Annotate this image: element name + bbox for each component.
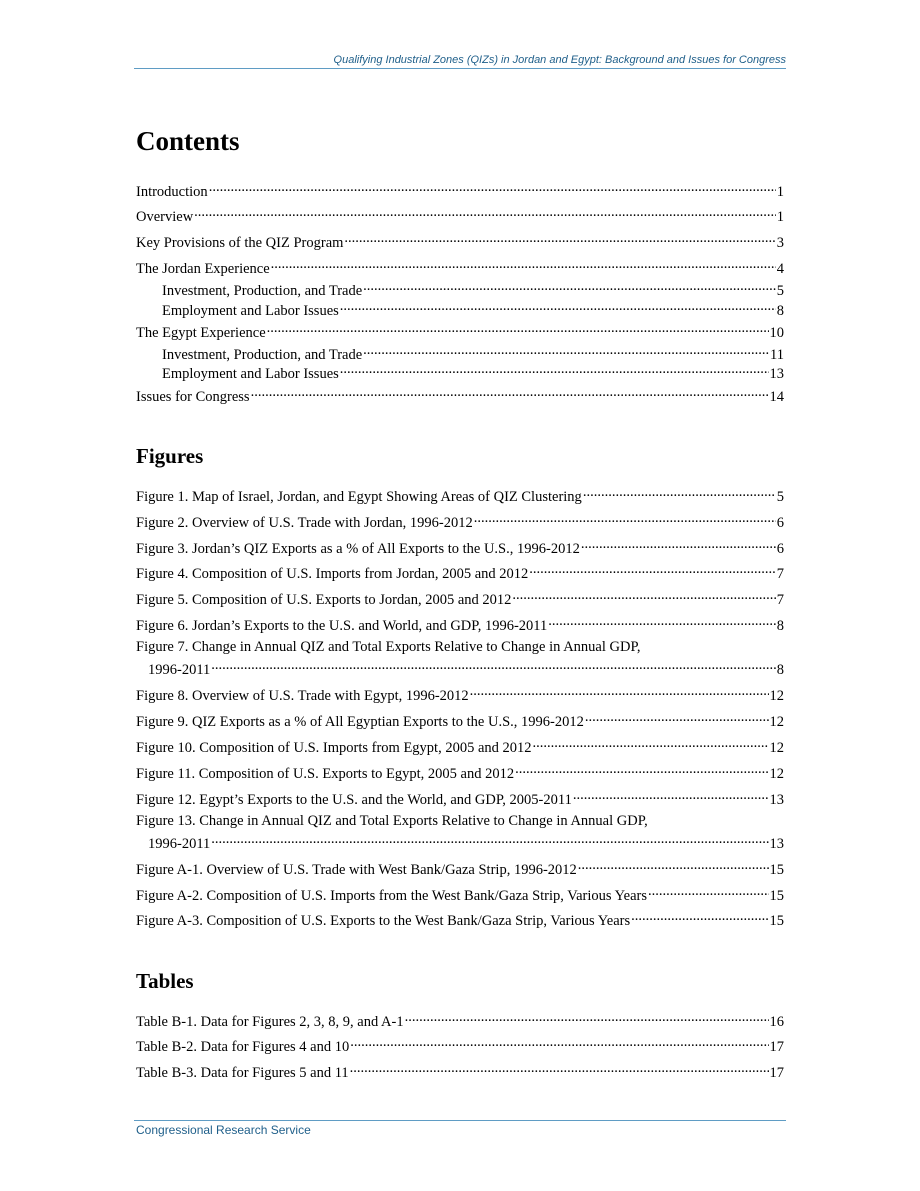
toc-entry-label: Employment and Labor Issues	[162, 366, 339, 382]
toc-page-number: 12	[769, 766, 784, 782]
dot-leader	[529, 560, 775, 578]
toc-entry-label: Table B-1. Data for Figures 2, 3, 8, 9, and A-1	[136, 1014, 404, 1030]
toc-entry-label: Figure 7. Change in Annual QIZ and Total Exports Relative to Change in Annual GDP,	[136, 639, 641, 655]
toc-entry-figure-10[interactable]	[136, 734, 784, 757]
dot-leader	[585, 708, 769, 726]
toc-entry-figure-5[interactable]	[136, 586, 784, 609]
toc-entry-figure-8[interactable]	[136, 682, 784, 705]
toc-entry-jordan-experience[interactable]	[136, 255, 784, 278]
toc-page-number: 1	[776, 184, 784, 200]
toc-entry-jordan-employment[interactable]	[162, 297, 784, 320]
running-header: Qualifying Industrial Zones (QIZs) in Jordan and Egypt: Background and Issues for Congress	[333, 54, 786, 66]
toc-page-number: 6	[776, 541, 784, 557]
dot-leader	[363, 277, 776, 295]
dot-leader	[515, 760, 768, 778]
dot-leader	[271, 255, 776, 273]
dot-leader	[631, 907, 768, 925]
toc-entry-figure-9[interactable]	[136, 708, 784, 731]
toc-entry-figure-1[interactable]	[136, 483, 784, 506]
toc-entry-egypt-employment[interactable]	[162, 360, 784, 383]
toc-page-number: 17	[769, 1039, 784, 1055]
toc-entry-key-provisions[interactable]	[136, 229, 784, 252]
toc-entry-label: Key Provisions of the QIZ Program	[136, 235, 344, 251]
toc-page-number: 4	[776, 261, 784, 277]
toc-page-number: 5	[776, 283, 784, 299]
toc-entry-label: Figure 3. Jordan’s QIZ Exports as a % of All Exports to the U.S., 1996-2012	[136, 541, 580, 557]
dot-leader	[470, 682, 769, 700]
tables-heading: Tables	[136, 969, 194, 993]
figures-heading: Figures	[136, 444, 204, 468]
toc-entry-label: Figure 12. Egypt’s Exports to the U.S. and the World, and GDP, 2005-2011	[136, 792, 572, 808]
toc-entry-issues-for-congress[interactable]	[136, 383, 784, 406]
toc-entry-label: Issues for Congress	[136, 389, 250, 405]
toc-entry-table-b2[interactable]	[136, 1033, 784, 1056]
toc-page-number: 16	[769, 1014, 784, 1030]
dot-leader	[474, 509, 776, 527]
toc-entry-label-continued: 1996-2011	[148, 836, 211, 852]
toc-entry-figure-13[interactable]	[136, 812, 784, 853]
dot-leader	[573, 786, 769, 804]
toc-entry-label: Figure 10. Composition of U.S. Imports from Egypt, 2005 and 2012	[136, 740, 532, 756]
toc-page-number: 5	[776, 489, 784, 505]
dot-leader	[512, 586, 775, 604]
toc-entry-figure-a1[interactable]	[136, 856, 784, 879]
toc-entry-label-continued: 1996-2011	[148, 662, 211, 678]
dot-leader	[581, 535, 776, 553]
dot-leader	[533, 734, 769, 752]
dot-leader	[267, 319, 769, 337]
toc-page-number: 12	[769, 688, 784, 704]
toc-page-number: 12	[769, 714, 784, 730]
toc-entry-label: The Egypt Experience	[136, 325, 266, 341]
dot-leader	[405, 1008, 769, 1026]
toc-entry-label: Introduction	[136, 184, 208, 200]
toc-entry-label: Table B-3. Data for Figures 5 and 11	[136, 1065, 349, 1081]
toc-entry-label: Figure 9. QIZ Exports as a % of All Egyptian Exports to the U.S., 1996-2012	[136, 714, 584, 730]
toc-entry-label: Figure A-3. Composition of U.S. Exports to the West Bank/Gaza Strip, Various Years	[136, 913, 631, 929]
toc-entry-label: Overview	[136, 209, 194, 225]
dot-leader	[340, 360, 769, 378]
toc-entry-figure-a2[interactable]	[136, 882, 784, 905]
toc-page-number: 1	[776, 209, 784, 225]
toc-page-number: 10	[769, 325, 784, 341]
toc-page-number: 8	[776, 618, 784, 634]
toc-entry-figure-11[interactable]	[136, 760, 784, 783]
dot-leader	[344, 229, 775, 247]
toc-entry-overview[interactable]	[136, 203, 784, 226]
toc-entry-label: Figure 1. Map of Israel, Jordan, and Egypt Showing Areas of QIZ Clustering	[136, 489, 582, 505]
toc-page-number: 13	[769, 836, 784, 852]
toc-page-number: 7	[776, 566, 784, 582]
toc-entry-label: Figure 6. Jordan’s Exports to the U.S. and World, and GDP, 1996-2011	[136, 618, 548, 634]
toc-page-number: 7	[776, 592, 784, 608]
toc-entry-label: Figure A-1. Overview of U.S. Trade with West Bank/Gaza Strip, 1996-2012	[136, 862, 577, 878]
toc-entry-label: Investment, Production, and Trade	[162, 347, 363, 363]
toc-entry-figure-2[interactable]	[136, 509, 784, 532]
toc-entry-figure-a3[interactable]	[136, 907, 784, 930]
toc-entry-figure-3[interactable]	[136, 535, 784, 558]
toc-entry-figure-7[interactable]	[136, 638, 784, 679]
dot-leader	[648, 882, 768, 900]
toc-entry-label: Figure A-2. Composition of U.S. Imports from the West Bank/Gaza Strip, Various Years	[136, 888, 648, 904]
toc-page-number: 15	[769, 888, 784, 904]
toc-entry-label: The Jordan Experience	[136, 261, 270, 277]
toc-entry-label: Figure 4. Composition of U.S. Imports from Jordan, 2005 and 2012	[136, 566, 529, 582]
toc-page-number: 15	[769, 862, 784, 878]
toc-page-number: 8	[776, 303, 784, 319]
dot-leader	[578, 856, 769, 874]
header-rule	[134, 68, 786, 69]
toc-page-number: 13	[769, 366, 784, 382]
dot-leader	[548, 612, 775, 630]
toc-page-number: 6	[776, 515, 784, 531]
toc-entry-figure-4[interactable]	[136, 560, 784, 583]
toc-page-number: 15	[769, 913, 784, 929]
toc-entry-figure-12[interactable]	[136, 786, 784, 809]
toc-entry-label: Employment and Labor Issues	[162, 303, 339, 319]
toc-entry-table-b3[interactable]	[136, 1059, 784, 1082]
toc-entry-figure-6[interactable]	[136, 612, 784, 635]
footer-rule	[134, 1120, 786, 1121]
toc-page-number: 11	[770, 347, 784, 363]
toc-entry-introduction[interactable]	[136, 178, 784, 201]
toc-entry-label: Figure 2. Overview of U.S. Trade with Jordan, 1996-2012	[136, 515, 473, 531]
toc-entry-label: Table B-2. Data for Figures 4 and 10	[136, 1039, 350, 1055]
dot-leader	[363, 341, 769, 359]
dot-leader	[194, 203, 776, 221]
toc-page-number: 12	[769, 740, 784, 756]
dot-leader	[583, 483, 776, 501]
dot-leader	[209, 178, 776, 196]
toc-page-number: 14	[769, 389, 784, 405]
dot-leader	[211, 656, 775, 674]
dot-leader	[211, 830, 768, 848]
dot-leader	[350, 1033, 768, 1051]
toc-entry-egypt-experience[interactable]	[136, 319, 784, 342]
toc-entry-label: Figure 11. Composition of U.S. Exports to Egypt, 2005 and 2012	[136, 766, 515, 782]
toc-entry-label: Investment, Production, and Trade	[162, 283, 363, 299]
toc-entry-label: Figure 8. Overview of U.S. Trade with Egypt, 1996-2012	[136, 688, 469, 704]
dot-leader	[340, 297, 776, 315]
running-footer: Congressional Research Service	[136, 1123, 311, 1137]
toc-page-number: 17	[769, 1065, 784, 1081]
dot-leader	[251, 383, 769, 401]
toc-page-number: 13	[769, 792, 784, 808]
toc-entry-table-b1[interactable]	[136, 1008, 784, 1031]
dot-leader	[350, 1059, 769, 1077]
toc-page-number: 8	[776, 662, 784, 678]
contents-heading: Contents	[136, 126, 240, 156]
toc-entry-label: Figure 13. Change in Annual QIZ and Total Exports Relative to Change in Annual GDP,	[136, 813, 648, 829]
toc-page-number: 3	[776, 235, 784, 251]
toc-entry-label: Figure 5. Composition of U.S. Exports to Jordan, 2005 and 2012	[136, 592, 512, 608]
